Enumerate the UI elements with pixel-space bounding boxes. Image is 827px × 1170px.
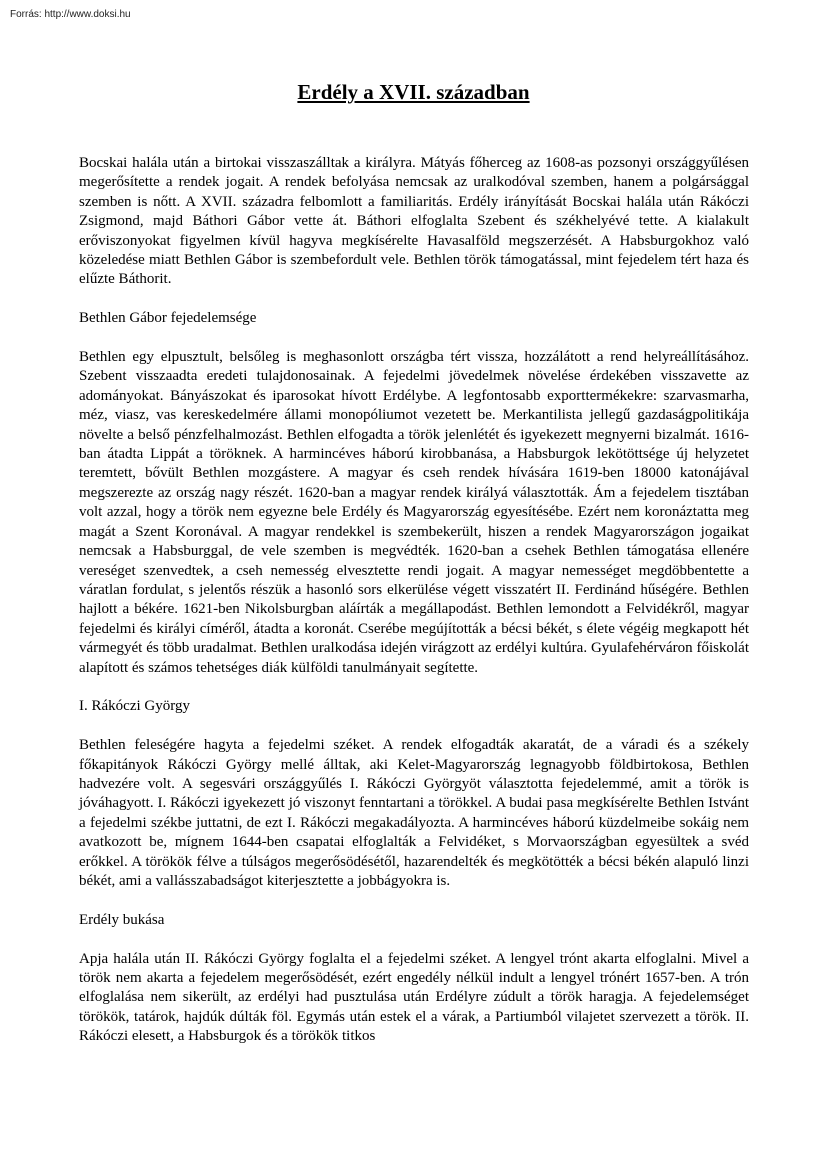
section-heading-bukasa: Erdély bukása <box>79 911 165 928</box>
source-label: Forrás: http://www.doksi.hu <box>10 9 131 20</box>
section-heading-bethlen: Bethlen Gábor fejedelemsége <box>79 310 257 327</box>
page-title: Erdély a XVII. században <box>297 80 530 104</box>
paragraph-bethlen: Bethlen egy elpusztult, belsőleg is meghasonlott országba tért vissza, hozzálátott a rend helyreállításához. Szebent visszaadta eredeti tulajdonosainak. A fejedelmi jövedelmek növelése érdekében visszavette az adományokat. Bányászokat és iparosokat hívott Erdélybe. A legfontosabb exporttermékekre: szarvasmarha, méz, viasz, vas kereskedelmére állami monopóliumot vezetett be. Merkantilista jellegű gazdaságpolitikája növelte a belső pénzfelhalmozást. Bethlen elfogadta a török jelenlétét és igyekezett megnyerni bizalmát. 1616-ban átadta Lippát a töröknek. A harmincéves háború kirobbanása, a Habsburgok lekötöttsége új helyzetet teremtett, bővült Bethlen mozgástere. A magyar és cseh rendek hívására 1619-ben 18000 katonájával megszerezte az ország nagy részét. 1620-ban a magyar rendek királyá választották. Ám a fejedelem tisztában volt azzal, hogy a török nem egyezne bele Erdély és Magyarország egyesítésébe. Ezért nem koronáztatta meg magát a Szent Koronával. A magyar rendekkel is szembekerült, hiszen a rendek Magyarországon jogaikat nemcsak a Habsburggal, de vele szemben is megvédték. 1620-ban a csehek Bethlen támogatása ellenére vereséget szenvedtek, a cseh nemesség elvesztette rendi jogait. A magyar nemességet megdöbbentette a váratlan fordulat, s jelentős részük a hasonló sors elkerülése végett visszatért II. Ferdinánd hűségére. Bethlen hajlott a békére. 1621-ben Nikolsburgban aláírták a megállapodást. Bethlen lemondott a Felvidékről, magyar fejedelmi és királyi címéről, átadta a koronát. Cserébe megújították a bécsi békét, s élete végéig megkapott hét vármegyét és több uradalmat. Bethlen uralkodása idején virágzott az erdélyi kultúra. Gyulafehérváron főiskolát alapított és számos tehetséges diák külföldi tanulmányait segítette. <box>79 349 749 676</box>
paragraph-bukasa: Apja halála után II. Rákóczi György foglalta el a fejedelmi széket. A lengyel trónt akarta elfoglalni. Mivel a török nem akarta a fejedelem megerősödését, ezért engedély nélkül indult a lengyel trónért 1657-ben. A trón elfoglalása nem sikerült, az erdélyi had pusztulása után Erdélyre zúdult a török haragja. A fejedelemséget törökök, tatárok, hajdúk dúlták föl. Egymás után estek el a várak, a Partiumból vilajetet szervezett a török. II. Rákóczi elesett, a Habsburgok és a törökök titkos <box>79 950 749 1045</box>
document-body <box>79 154 749 1066</box>
section-heading-rakoczi: I. Rákóczi György <box>79 698 190 715</box>
paragraph-rakoczi: Bethlen feleségére hagyta a fejedelmi széket. A rendek elfogadták akaratát, de a váradi és a székely főkapitányok Rákóczi György mellé álltak, aki Kelet-Magyarország legnagyobb földbirtokosa, Bethlen hadvezére volt. A segesvári országgyűlés I. Rákóczi Györgyöt választotta fejedelemmé, amit a török is jóváhagyott. I. Rákóczi igyekezett jó viszonyt fenntartani a törökkel. A budai pasa megkísérelte Bethlen Istvánt a fejedelmi székbe juttatni, de ezt I. Rákóczi megakadályozta. A harmincéves háború küzdelmeibe sokáig nem avatkozott be, mígnem 1644-ben csapatai elfoglalták a Felvidéket, s Morvaországban egyesültek a svéd erőkkel. A törökök félve a túlságos megerősödésétől, hazarendelték és megkötötték a bécsi békén alapuló linzi békét, ami a vallásszabadságot kiterjesztette a jobbágyokra is. <box>79 737 749 889</box>
paragraph-intro: Bocskai halála után a birtokai visszaszálltak a királyra. Mátyás főherceg az 1608-as pozsonyi országgyűlésen megerősítette a rendek jogait. A rendek befolyása nemcsak az uralkodóval szemben, hanem a polgársággal szemben is nőtt. A XVII. századra felbomlott a familiaritás. Erdély irányítását Bocskai halála után Rákóczi Zsigmond, majd Báthori Gábor vette át. Báthori elfoglalta Szebent és székhelyévé tette. A kialakult erőviszonyokat figyelmen kívül hagyva megkísérelte Havasalföld megszerzését. A Habsburgokhoz való közeledése miatt Bethlen Gábor is szembefordult vele. Bethlen török támogatással, mint fejedelem tért haza és elűzte Báthorit. <box>79 155 749 288</box>
